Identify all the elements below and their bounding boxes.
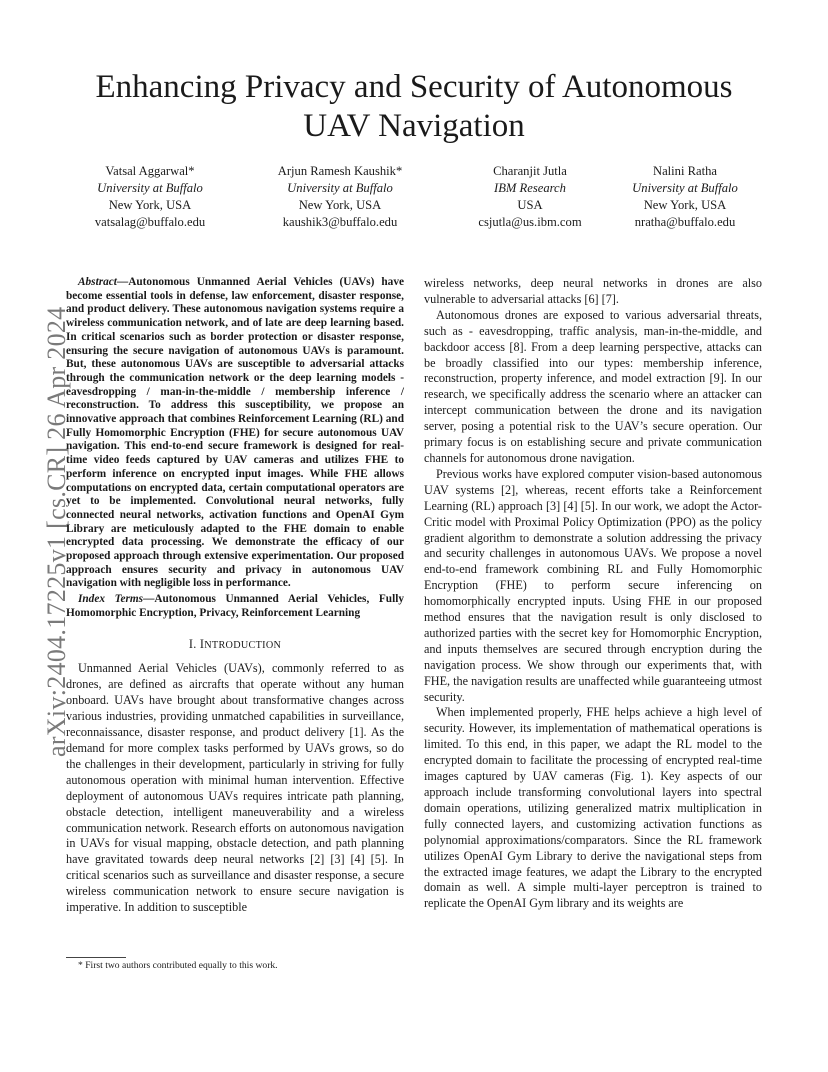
author-name: Vatsal Aggarwal* (105, 164, 195, 178)
author-email: vatsalag@buffalo.edu (94, 215, 206, 229)
body-paragraph: wireless networks, deep neural networks in drones are also vulnerable to adversarial attacks [6] [7]. (424, 276, 762, 306)
paper-title: Enhancing Privacy and Security of Autonomous UAV Navigation (95, 69, 733, 144)
arxiv-stamp-text: arXiv:2404.17225v1 [cs.CR] 26 Apr 2024 (42, 306, 71, 757)
body-paragraph: Unmanned Aerial Vehicles (UAVs), commonly referred to as drones, are defined as aircrafts that operate without any human onboard. UAVs have brought about transformative changes across various industries, providing unmatched capabilities in surveillance, reconnaissance, disaster response, and product delivery [1]. As the demand for more complex tasks performed by UAVs grows, so do the challenges in their development, particularly in striving for fully autonomous operation with minimal human intervention. Effective deployment of autonomous UAVs requires intricate path planning, obstacle detection, intelligent maneuverability and a wireless communication network. Research efforts on autonomous navigation in UAVs for visual mapping, obstacle detection, and path planning have gravitated towards deep neural networks [2] [3] [4] [5]. In critical scenarios such as surveillance and disaster response, a secure wireless communication network to ensure secure navigation is imperative. In addition to susceptible (66, 661, 404, 915)
author-name: Arjun Ramesh Kaushik* (277, 164, 403, 178)
author-affiliation: University at Buffalo (97, 181, 203, 195)
author-location: New York, USA (298, 198, 382, 212)
right-column (424, 276, 762, 912)
body-paragraph: Previous works have explored computer vision-based autonomous UAV systems [2], whereas, recent efforts take a Reinforcement Learning (RL) approach [3] [4] [5]. In our work, we adopt the Actor-Critic model with Proximal Policy Optimization (PPO) as the policy gradient algorithm to demonstrate a solution addressing the privacy and security challenges in autonomous UAVs. We propose a novel end-to-end framework combining RL and Fully Homomorphic Encryption (FHE) to perform secure inferencing on homomorphically encrypted inputs. Using FHE in our proposed method ensures that the navigation result is only disclosed to authorized parties with the secret key for Homomorphic Encryption, and inputs themselves are secured through encryption during the navigation process. We show through our experiments that, with FHE, the navigation results are unaffected while guaranteeing utmost security. (424, 466, 762, 704)
author-4 (600, 163, 770, 231)
arxiv-stamp (22, 287, 71, 757)
section-name: NTRODUCTION (204, 639, 282, 651)
abstract-label: Abstract (78, 276, 117, 288)
left-column (66, 276, 404, 916)
author-affiliation: University at Buffalo (287, 181, 393, 195)
author-email: csjutla@us.ibm.com (478, 215, 582, 229)
footnote-rule (66, 957, 126, 958)
body-paragraph: Autonomous drones are exposed to various adversarial threats, such as - eavesdropping, traffic analysis, man-in-the-middle, and backdoor access [8]. From a deep learning perspective, attacks can be broadly classified into our types: membership inference, reconstruction, property inference, and model extraction [9]. In our research, we specifically address the scenario where an attacker can intercept communication between the drone and its navigation server, posing a potential risk to the UAV’s secure operation. Our primary focus is on establishing secure and private communication channels for autonomous drone navigation. (424, 307, 762, 465)
index-terms-text: —Autonomous Unmanned Aerial Vehicles, Fully Homomorphic Encryption, Privacy, Reinforcement Learning (66, 593, 404, 619)
author-name: Nalini Ratha (652, 164, 717, 178)
section-number: I. I (188, 636, 205, 651)
abstract (66, 276, 404, 591)
author-1 (70, 163, 230, 231)
body-paragraph: When implemented properly, FHE helps achieve a high level of security. However, its implementation of mathematical operations is limited. To this end, in this paper, we adapt the RL model to the encrypted domain to facilitate the processing of encrypted real-time images captured by UAV cameras (Fig. 1). Key aspects of our approach include transforming convolutional layers into spectral domain operations, utilizing generalized matrix multiplication in fully connected layers, and customizing activation functions as polynomial approximations/comparators. Since the RL framework utilizes OpenAI Gym Library to derive the navigational steps from the extracted image features, we adapt the Library to the encrypted domain as well. A simple multi-layer perceptron is trained to replicate the OpenAI Gym library and its weights are (424, 705, 762, 911)
author-affiliation: University at Buffalo (632, 181, 738, 195)
author-email: nratha@buffalo.edu (634, 215, 736, 229)
author-name: Charanjit Jutla (493, 164, 567, 178)
index-terms-label: Index Terms (78, 593, 144, 606)
footnote: * First two authors contributed equally to this work. (78, 960, 278, 971)
section-heading-introduction (66, 637, 404, 654)
index-terms (66, 593, 404, 620)
author-3 (445, 163, 615, 231)
author-location: USA (517, 198, 543, 212)
author-email: kaushik3@buffalo.edu (282, 215, 398, 229)
author-2 (250, 163, 430, 231)
abstract-text: —Autonomous Unmanned Aerial Vehicles (UAVs) have become essential tools in defense, law enforcement, disaster response, and product delivery. These autonomous navigation systems require a wireless communication network, and of late are deep learning based. In critical scenarios such as border protection or disaster response, ensuring the secure navigation of autonomous UAVs is paramount. But, these autonomous UAVs are susceptible to adversarial attacks through the communication network or the deep learning models - eavesdropping / man-in-the-middle / membership inference / reconstruction. To address this susceptibility, we propose an innovative approach that combines Reinforcement Learning (RL) and Fully Homomorphic Encryption (FHE) for secure autonomous UAV navigation. This end-to-end secure framework is designed for real-time video feeds captured by UAV cameras and utilizes FHE to perform inference on encrypted input images. While FHE allows computations on encrypted data, certain computational operators are yet to be implemented. Convolutional neural networks, fully connected neural networks, activation functions and OpenAI Gym Library are meticulously adapted to the FHE domain to enable encrypted data processing. We demonstrate the efficacy of our proposed approach through extensive experimentation. Our proposed approach ensures security and privacy in autonomous UAV navigation with negligible loss in performance. (66, 276, 404, 590)
author-location: New York, USA (643, 198, 727, 212)
author-location: New York, USA (108, 198, 192, 212)
author-block (70, 163, 770, 243)
author-affiliation: IBM Research (494, 181, 566, 195)
